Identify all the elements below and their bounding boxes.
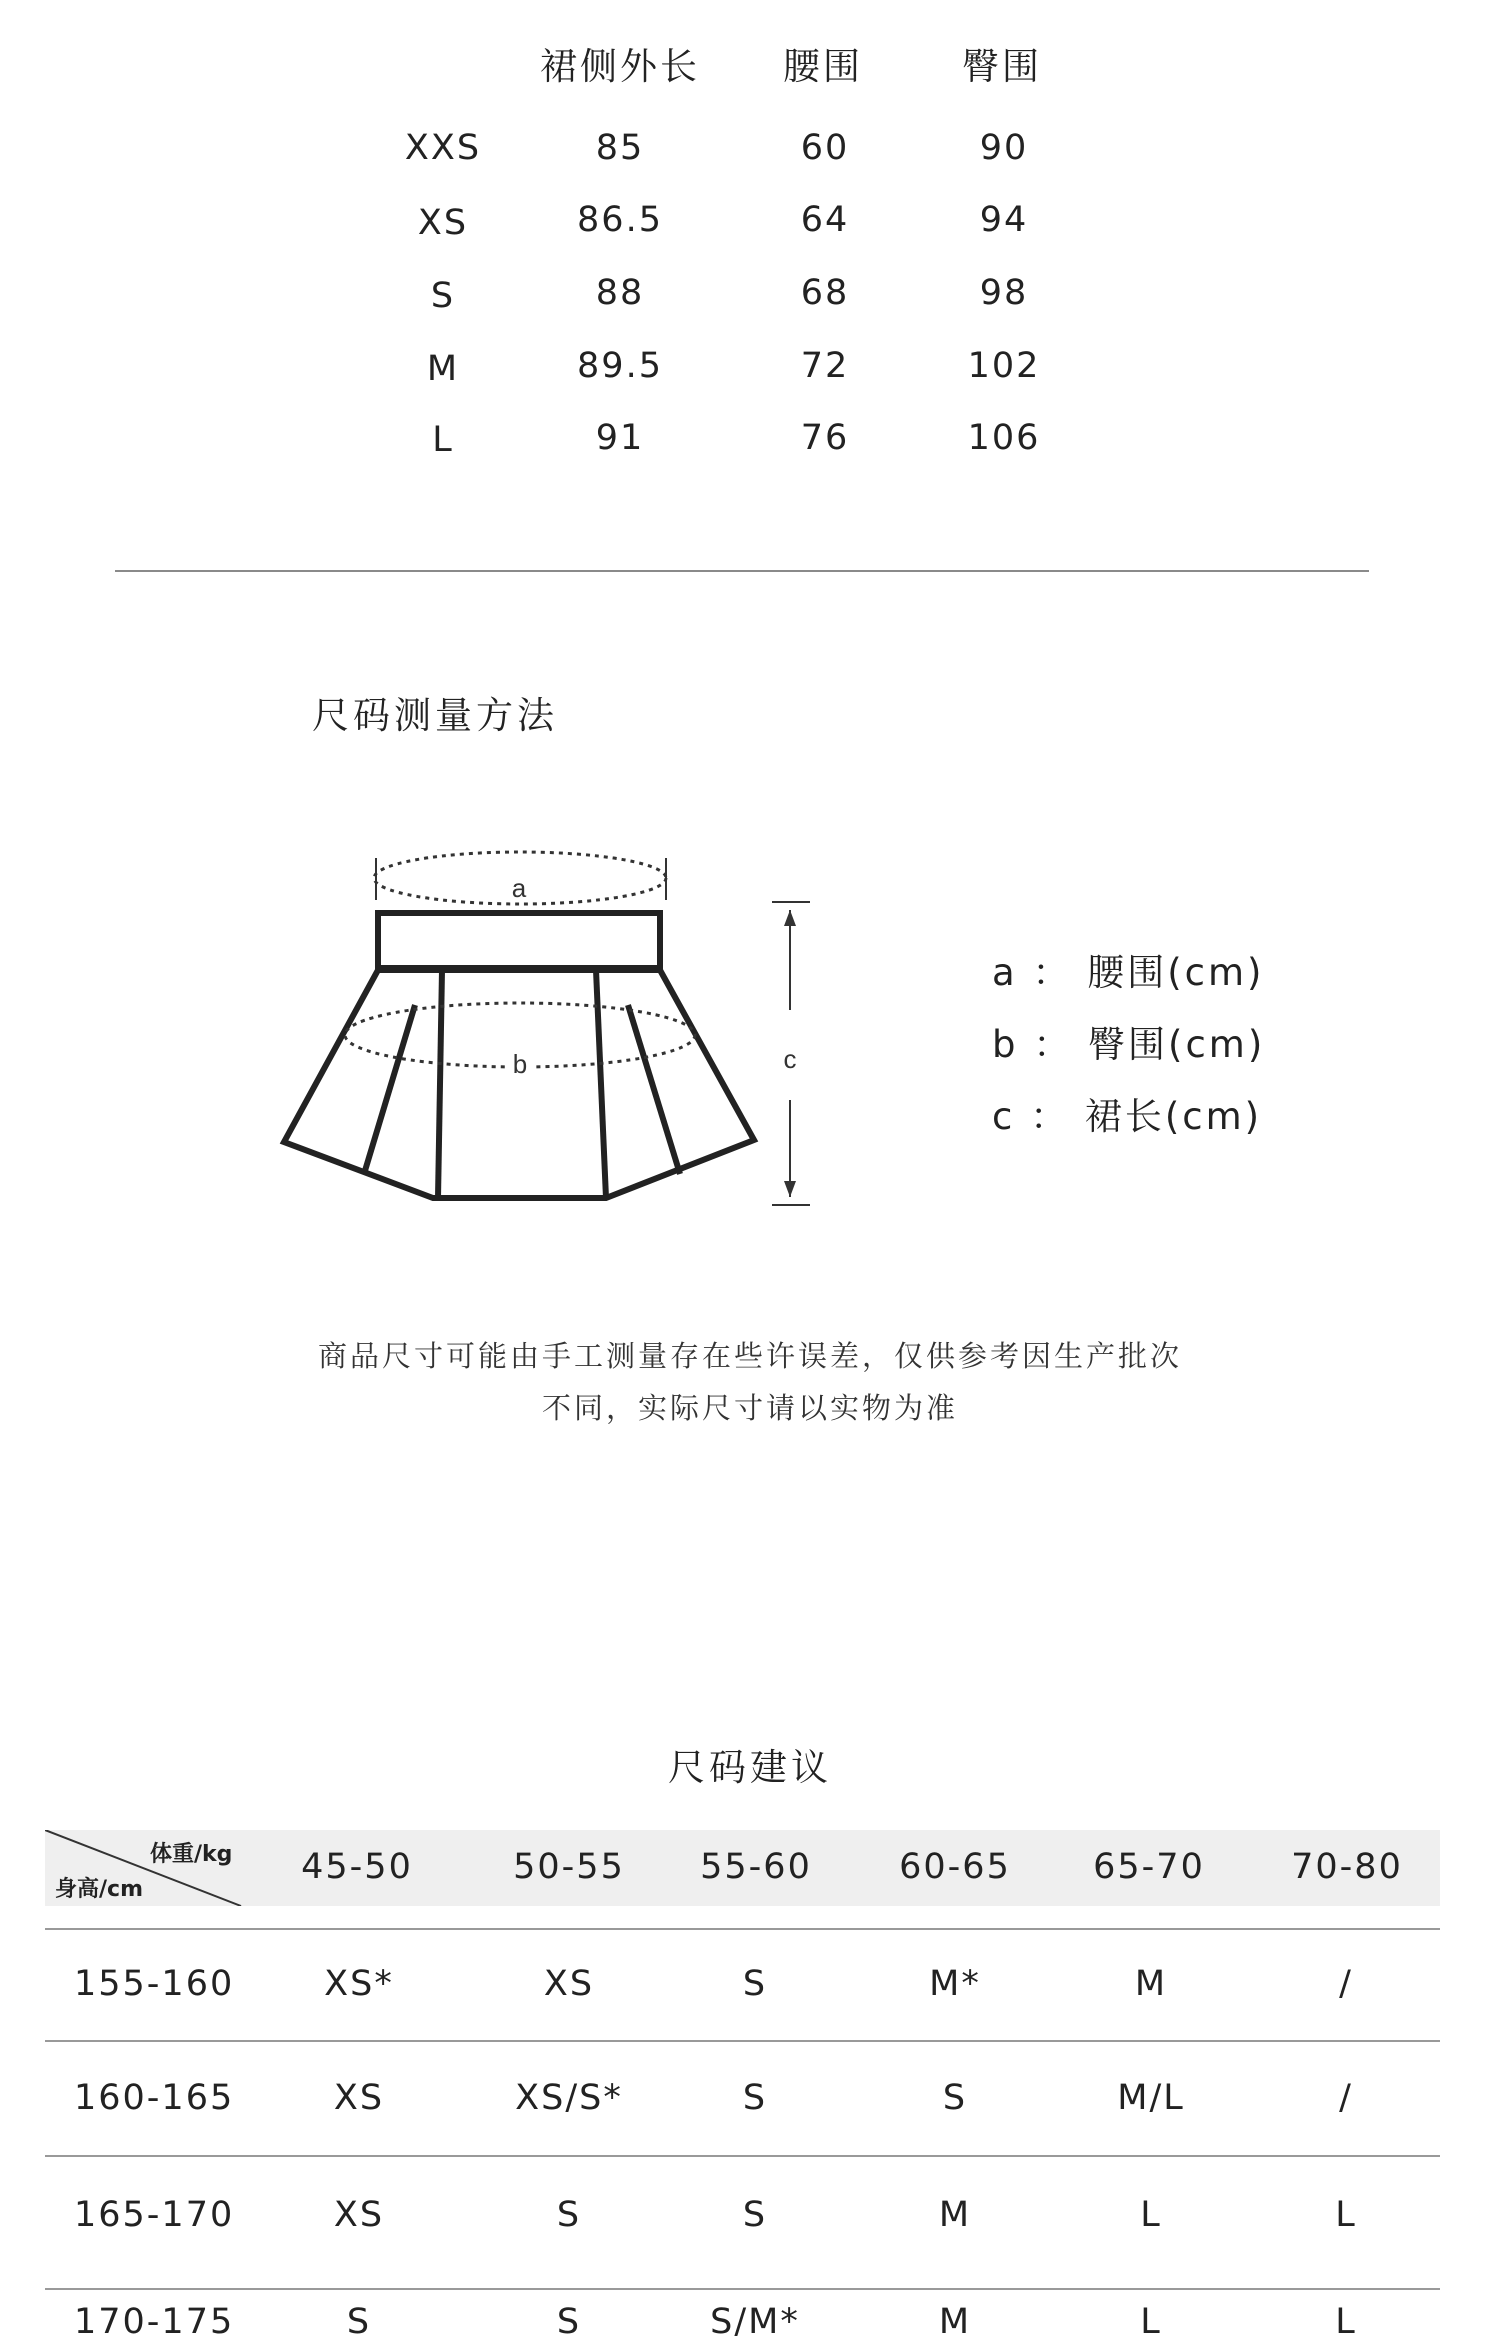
- size-table-cell: 68: [800, 273, 850, 313]
- label-a: a: [511, 873, 527, 903]
- table-cell: S: [556, 2302, 582, 2342]
- size-table-size: M: [426, 349, 460, 389]
- size-table-header-waist: 腰围: [783, 45, 863, 88]
- size-table-cell: 76: [800, 418, 850, 458]
- table-cell: XS/S*: [515, 2078, 623, 2118]
- weight-header: 65-70: [1093, 1847, 1205, 1887]
- size-table-cell: 89.5: [577, 346, 663, 386]
- row-divider: [45, 2288, 1440, 2290]
- size-table-cell: 102: [967, 346, 1041, 386]
- table-cell: S: [742, 1964, 768, 2004]
- skirt-body: [284, 970, 754, 1198]
- table-cell: S: [742, 2195, 768, 2235]
- size-table-header-hip: 臀围: [962, 45, 1042, 88]
- size-table-cell: 86.5: [577, 200, 663, 240]
- skirt-diagram: [270, 830, 830, 1220]
- table-cell: S: [556, 2195, 582, 2235]
- size-table-size: L: [432, 420, 454, 460]
- size-table-cell: 91: [595, 418, 645, 458]
- height-label: 170-175: [74, 2302, 235, 2342]
- table-cell: L: [1140, 2302, 1162, 2342]
- legend-a: a ： 腰围(cm): [992, 951, 1265, 994]
- size-table-cell: 60: [800, 128, 850, 168]
- corner-weight-label: 体重/kg: [150, 1842, 233, 1867]
- legend-b: b ： 臀围(cm): [992, 1023, 1266, 1066]
- weight-header: 55-60: [700, 1847, 812, 1887]
- table-cell: XS*: [324, 1964, 394, 2004]
- size-table-cell: 98: [979, 273, 1029, 313]
- table-cell: M: [938, 2195, 972, 2235]
- row-divider: [45, 2040, 1440, 2042]
- table-cell: XS: [333, 2078, 385, 2118]
- size-table-cell: 88: [595, 273, 645, 313]
- row-divider: [45, 2155, 1440, 2157]
- row-divider: [45, 1928, 1440, 1930]
- section-divider: [115, 570, 1369, 572]
- size-table-size: S: [430, 276, 456, 316]
- label-c: c: [783, 1044, 797, 1074]
- height-label: 165-170: [74, 2195, 235, 2235]
- size-table-size: XS: [417, 203, 469, 243]
- height-label: 155-160: [74, 1964, 235, 2004]
- table-cell: XS: [333, 2195, 385, 2235]
- size-table-size: XXS: [404, 128, 482, 168]
- recommend-title: 尺码建议: [668, 1746, 832, 1789]
- table-cell: XS: [543, 1964, 595, 2004]
- waistband: [378, 913, 660, 968]
- size-table-cell: 72: [800, 346, 850, 386]
- table-cell: L: [1140, 2195, 1162, 2235]
- weight-header: 45-50: [301, 1847, 413, 1887]
- table-cell: M/L: [1117, 2078, 1185, 2118]
- size-table-cell: 85: [595, 128, 645, 168]
- table-cell: M*: [929, 1964, 981, 2004]
- weight-header: 60-65: [899, 1847, 1011, 1887]
- table-cell: L: [1335, 2302, 1357, 2342]
- measure-title: 尺码测量方法: [312, 694, 558, 737]
- table-cell: /: [1339, 2078, 1353, 2118]
- table-cell: M: [938, 2302, 972, 2342]
- size-table-header-length: 裙侧外长: [540, 45, 700, 88]
- legend-c: c ： 裙长(cm): [992, 1095, 1263, 1138]
- table-cell: S: [942, 2078, 968, 2118]
- size-table-cell: 64: [800, 200, 850, 240]
- label-b: b: [512, 1049, 528, 1079]
- weight-header: 50-55: [513, 1847, 625, 1887]
- measure-note-line-1: 商品尺寸可能由手工测量存在些许误差，仅供参考因生产批次: [317, 1339, 1182, 1373]
- table-cell: M: [1134, 1964, 1168, 2004]
- size-table-cell: 90: [979, 128, 1029, 168]
- table-cell: S: [346, 2302, 372, 2342]
- table-cell: S/M*: [710, 2302, 800, 2342]
- table-cell: /: [1339, 1964, 1353, 2004]
- weight-header: 70-80: [1291, 1847, 1403, 1887]
- height-label: 160-165: [74, 2078, 235, 2118]
- size-table-cell: 106: [967, 418, 1041, 458]
- corner-height-label: 身高/cm: [55, 1877, 144, 1902]
- size-table-cell: 94: [979, 200, 1029, 240]
- table-cell: L: [1335, 2195, 1357, 2235]
- measure-note-line-2: 不同，实际尺寸请以实物为准: [541, 1391, 958, 1425]
- table-cell: S: [742, 2078, 768, 2118]
